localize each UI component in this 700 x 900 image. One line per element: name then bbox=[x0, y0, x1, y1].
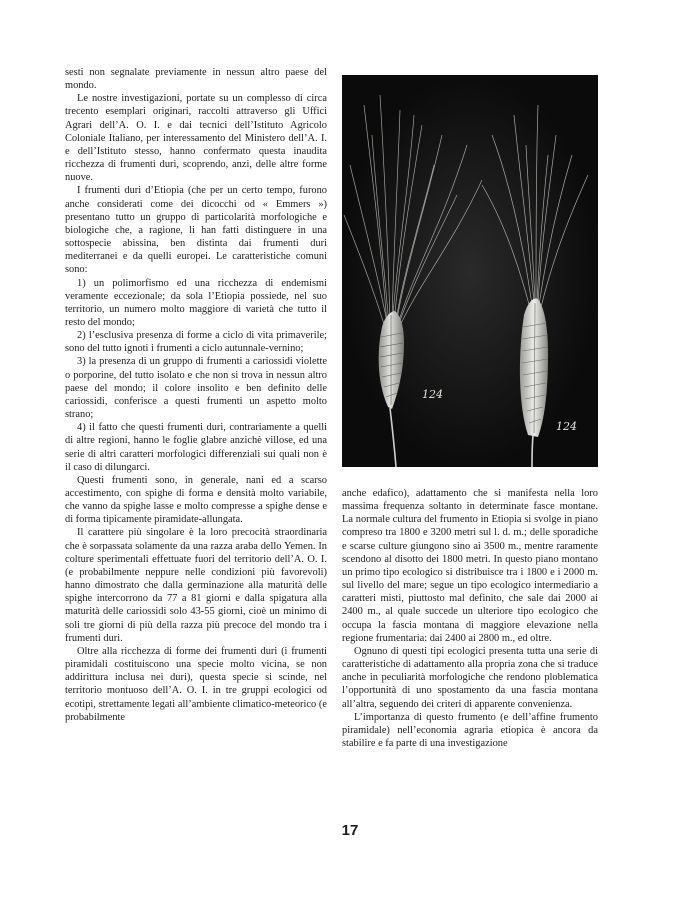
wheat-spikes-image bbox=[342, 75, 598, 467]
paragraph: Questi frumenti sono, in generale, nani ed a scarso accestimento, con spighe di forma e densità molto variabile, che vanno da spighe lasse e molto compresse a spighe dense e di forma tipicamente piramidate-allungata. bbox=[65, 474, 327, 526]
paragraph: Le nostre investigazioni, portate su un complesso di circa trecento esemplari originari, raccolti attraverso gli Uffici Agrari dell’A. O. I. e dai tecnici dell’Istituto Agricolo Coloniale Italiano, per interessamento del Ministero dell’A. I. e dell’Istituto stesso, hanno confermato questa inaudita ricchezza di frumenti duri, scoprendo, anzi, delle altre forme nuove. bbox=[65, 93, 327, 184]
list-item: 4) il fatto che questi frumenti duri, contrariamente a quelli di altre regioni, hanno le foglie glabre anzichè villose, ed una serie di altri caratteri morfologici differenziali sui quali non è il caso di dilungarci. bbox=[65, 422, 327, 473]
right-text-column bbox=[342, 487, 598, 750]
paragraph: anche edafico), adattamento che si manifesta nella loro massima frequenza soltanto in determinate fasce montane. La normale cultura del frumento in Etiopia si svolge in piano compreso tra 1800 e 3200 metri sul l. d. m.; delle sporadiche e scarse culture giungono sino ai 3500 m., mentre raramente scendono al disotto dei 1800 metri. In questo piano montano un primo tipo ecologico si distribuisce tra i 1800 e i 2000 m. sul livello del mare; segue un tipo ecologico intermediario a caratteri misti, piuttosto mal definito, che sale dai 2000 ai 2400 m., al quale succede un ulteriore tipo ecologico che occupa la fascia montana di maggiore elevazione nella regione frumentaria: dai 2400 ai 2800 m., ed oltre. bbox=[342, 488, 598, 644]
list-item: 1) un polimorfismo ed una ricchezza di endemismi veramente eccezionale; da sola l’Etiopia possiede, nel suo territorio, un numero molto maggiore di varietà che tutto il resto del mondo; bbox=[65, 277, 327, 328]
paragraph: I frumenti duri d’Etiopia (che per un certo tempo, furono anche considerati come dei dicocchi od « Emmers ») presentano tutto un gruppo di particolarità morfologiche e biologiche che, a ragione, li han fatti distinguere in una sottospecie abissina, ben distinta dai frumenti duri mediterranei e da quelli europei. Le caratteristiche comuni sono: bbox=[65, 185, 327, 276]
left-specimen-label: 124 bbox=[422, 388, 443, 401]
paragraph: Il carattere più singolare è la loro precocità straordinaria che è sorpassata solamente da una razza araba dello Yemen. In colture sperimentali effettuate fuori del territorio dell’A. O. I. (e probabilmente neppure nelle condizioni più favorevoli) hanno dimostrato che dalla germinazione alla maturità delle spighe intercorrono da 77 a 81 giorni e dalla spigatura alla maturità delle cariossidi solo 43-55 giorni, cioè un minimo di soli tre giorni di più della razza più precoce del mondo tra i frumenti duri. bbox=[65, 527, 327, 644]
paragraph: L’importanza di questo frumento (e dell’affine frumento piramidale) nell’economia agraria etiopica è ancora da stabilire e fa parte di una investigazione bbox=[342, 711, 598, 749]
paragraph: Ognuno di questi tipi ecologici presenta tutta una serie di caratteristiche di adattamento alla propria zona che si traduce anche in peculiarità morfologiche che rendono ploblematica l’opportunità di uno spostamento da una fascia montana all’altra, seguendo dei criteri di apparente convenienza. bbox=[342, 645, 598, 710]
paragraph: Oltre alla ricchezza di forme dei frumenti duri (i frumenti piramidali costituiscono una specie molto vicina, se non addirittura inclusa nei duri), questa specie si scinde, nel territorio montuoso dell’A. O. I. in tre gruppi ecologici od ecotipi, strettamente legati all’ambiente climatico-meteorico (e probabilmente bbox=[65, 645, 327, 723]
wheat-spikes-photograph bbox=[342, 75, 598, 467]
list-item: 3) la presenza di un gruppo di frumenti a cariossidi violette o porporine, del tutto isolato e che non si trova in nessun altro paese del mondo; il colore insolito e ben definito delle cariossidi, conferisce a questi frumenti un aspetto molto strano; bbox=[65, 356, 327, 421]
left-text-column bbox=[65, 66, 327, 724]
paragraph: sesti non segnalate previamente in nessun altro paese del mondo. bbox=[65, 67, 327, 92]
list-item: 2) l’esclusiva presenza di forme a ciclo di vita primaverile; sono del tutto ignoti i frumenti a ciclo autunnale-vernino; bbox=[65, 330, 327, 355]
page-number: 17 bbox=[341, 822, 359, 839]
right-specimen-label: 124 bbox=[556, 420, 577, 433]
